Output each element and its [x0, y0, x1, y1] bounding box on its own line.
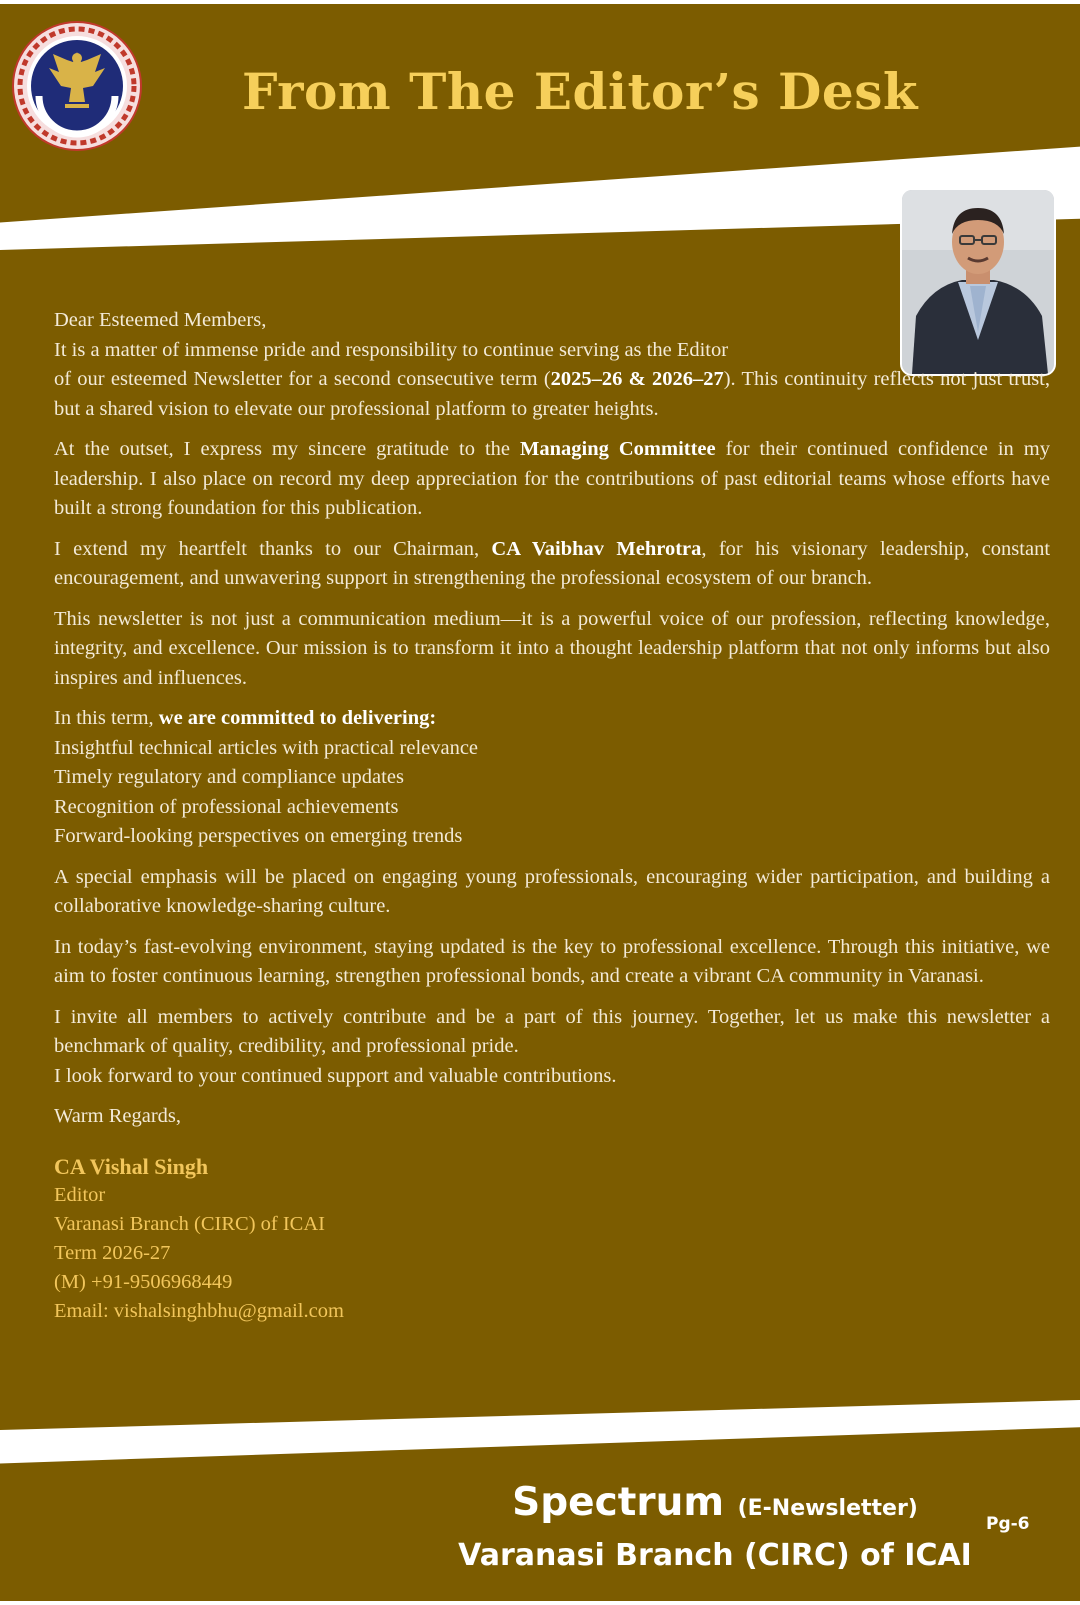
- commitments-intro: In this term,: [54, 707, 159, 729]
- signature-mobile: (M) +91-9506968449: [54, 1270, 233, 1293]
- commitments-block: [54, 704, 1050, 852]
- paragraph-mission: This newsletter is not just a communication medium—it is a powerful voice of our profession, reflecting knowledge, integrity, and excellence. Our mission is to transform it into a thought leadership platform that not only informs but also inspires and influences.: [54, 607, 1050, 689]
- paragraph-gratitude: [54, 435, 1050, 524]
- signature-branch: Varanasi Branch (CIRC) of ICAI: [54, 1212, 325, 1235]
- paragraph-invite: I invite all members to actively contribute and be a part of this journey. Together, let us make this newsletter a benchmark of quality, credibility, and professional pride.: [54, 1005, 1050, 1057]
- paragraph-environment: In today’s fast-evolving environment, staying updated is the key to professional excellence. Through this initiative, we aim to foster continuous learning, strengthen professional bonds, and create a vibrant CA community in Varanasi.: [54, 935, 1050, 987]
- paragraph-thanks-text-2: , for his visionary leadership, constant encouragement, and unwavering support in strengthening the professional ecosystem of our branch.: [54, 537, 1051, 589]
- paragraph-intro-text: of our esteemed Newsletter for a second consecutive term (: [54, 368, 551, 390]
- footer-branding: [430, 1480, 1000, 1578]
- commitment-item: Recognition of professional achievements: [54, 795, 399, 818]
- signature-email: Email: vishalsinghbhu@gmail.com: [54, 1299, 344, 1322]
- closing: Warm Regards,: [54, 1105, 182, 1127]
- footer-org: Varanasi Branch (CIRC) of ICAI: [458, 1538, 972, 1573]
- paragraph-intro: [54, 365, 1050, 424]
- page-title: From The Editor’s Desk: [241, 62, 918, 121]
- commitment-item: Timely regulatory and compliance updates: [54, 766, 404, 788]
- signature-role: Editor: [54, 1183, 106, 1206]
- commitment-item: Insightful technical articles with practical relevance: [54, 736, 479, 759]
- paragraph-intro-text-2: ). This continuity reflects not just trust, but a shared vision to elevate our professional platform to greater heights.: [54, 368, 1050, 420]
- paragraph-intro-line1: It is a matter of immense pride and responsibility to continue serving as the Editor: [54, 338, 729, 361]
- signature-name: CA Vishal Singh: [54, 1153, 209, 1179]
- editor-letter: [54, 306, 1050, 1326]
- paragraph-emphasis: A special emphasis will be placed on engaging young professionals, encouraging wider participation, and building a collaborative knowledge-sharing culture.: [54, 865, 1050, 917]
- commitments-heading: we are committed to delivering:: [158, 707, 437, 729]
- paragraph-gratitude-text: At the outset, I express my sincere gratitude to the: [54, 438, 521, 460]
- footer-brand-line: [430, 1480, 1000, 1532]
- paragraph-thanks-text: I extend my heartfelt thanks to our Chairman,: [54, 537, 492, 560]
- brand-name: Spectrum: [512, 1480, 724, 1525]
- paragraph-look-forward: I look forward to your continued support and valuable contributions.: [54, 1064, 617, 1087]
- signature-term: Term 2026-27: [54, 1241, 171, 1264]
- icai-emblem-eagle-icon: [9, 18, 145, 154]
- brand-subtitle: (E-Newsletter): [737, 1496, 918, 1521]
- chairman-name: CA Vaibhav Mehrotra: [491, 537, 702, 560]
- paragraph-gratitude-text-2: for their continued confidence in my leadership. I also place on record my deep appreciation for the contributions of past editorial teams whose efforts have built a strong foundation for this publication.: [54, 438, 1050, 519]
- signature-block: [54, 1152, 1050, 1326]
- commitment-item: Forward-looking perspectives on emerging trends: [54, 825, 463, 847]
- paragraph-thanks: [54, 535, 1050, 594]
- salutation: Dear Esteemed Members,: [54, 309, 267, 331]
- page-number: Pg-6: [986, 1514, 1030, 1534]
- managing-committee-label: Managing Committee: [520, 438, 716, 460]
- term-years: 2025–26 & 2026–27: [550, 368, 724, 390]
